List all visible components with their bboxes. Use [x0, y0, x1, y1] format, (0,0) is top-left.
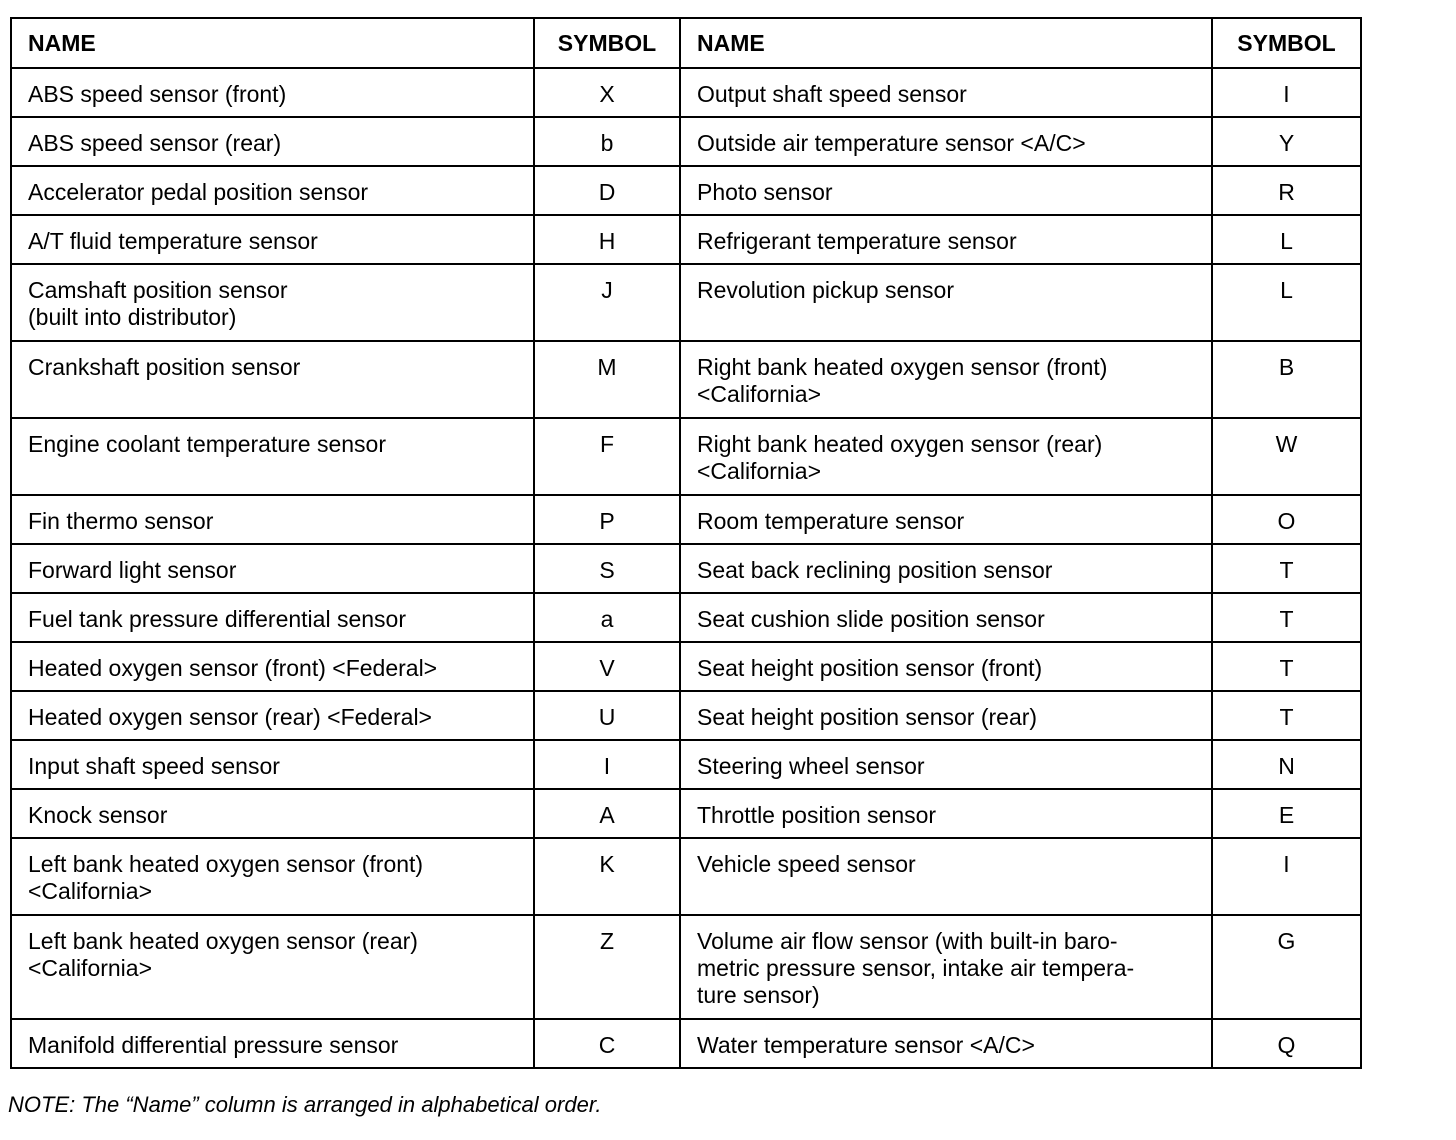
- left-symbol-cell: [534, 215, 680, 264]
- table-row: [11, 117, 1361, 166]
- sensor-name: Room temperature sensor: [697, 508, 965, 534]
- sensor-symbol: a: [600, 606, 614, 632]
- sensor-name: Input shaft speed sensor: [28, 753, 280, 779]
- sensor-symbol: J: [601, 277, 613, 303]
- right-name-cell: [680, 838, 1212, 915]
- sensor-symbol-table: [10, 17, 1362, 1069]
- sensor-name: Crankshaft position sensor: [28, 354, 301, 380]
- left-name-cell: [11, 1019, 534, 1068]
- left-symbol-cell: [534, 341, 680, 418]
- header-label: NAME: [697, 29, 765, 56]
- left-symbol-cell: [534, 264, 680, 341]
- sensor-symbol: T: [1279, 557, 1294, 583]
- right-symbol-cell: [1212, 117, 1361, 166]
- table-row: [11, 418, 1361, 495]
- header-name-left: [11, 18, 534, 68]
- left-symbol-cell: [534, 593, 680, 642]
- right-symbol-cell: [1212, 838, 1361, 915]
- sensor-name: Manifold differential pressure sensor: [28, 1032, 399, 1058]
- sensor-symbol: I: [1283, 851, 1290, 877]
- right-name-cell: [680, 593, 1212, 642]
- sensor-name: Water temperature sensor <A/C>: [697, 1032, 1035, 1058]
- sensor-symbol: S: [599, 557, 615, 583]
- right-name-cell: [680, 740, 1212, 789]
- sensor-name: Knock sensor: [28, 802, 168, 828]
- sensor-name: Volume air flow sensor (with built-in baro- metric pressure sensor, intake air tempera- ture sensor): [697, 928, 1135, 1008]
- right-symbol-cell: [1212, 215, 1361, 264]
- sensor-name: Forward light sensor: [28, 557, 237, 583]
- table-row: [11, 544, 1361, 593]
- right-symbol-cell: [1212, 740, 1361, 789]
- left-symbol-cell: [534, 68, 680, 117]
- left-symbol-cell: [534, 789, 680, 838]
- sensor-symbol: Y: [1278, 130, 1295, 156]
- table-row: [11, 593, 1361, 642]
- sensor-symbol: Q: [1277, 1032, 1296, 1058]
- sensor-name: Left bank heated oxygen sensor (front) <California>: [28, 851, 424, 904]
- right-name-cell: [680, 789, 1212, 838]
- sensor-name: Outside air temperature sensor <A/C>: [697, 130, 1086, 156]
- table-row: [11, 341, 1361, 418]
- sensor-symbol: C: [598, 1032, 616, 1058]
- table-row: [11, 1019, 1361, 1068]
- table-row: [11, 915, 1361, 1019]
- sensor-name: Throttle position sensor: [697, 802, 937, 828]
- left-name-cell: [11, 495, 534, 544]
- header-symbol-left: [534, 18, 680, 68]
- table-header-row: [11, 18, 1361, 68]
- right-symbol-cell: [1212, 691, 1361, 740]
- sensor-symbol: M: [597, 354, 617, 380]
- table-row: [11, 68, 1361, 117]
- right-name-cell: [680, 341, 1212, 418]
- right-name-cell: [680, 691, 1212, 740]
- table-row: [11, 691, 1361, 740]
- left-symbol-cell: [534, 1019, 680, 1068]
- right-symbol-cell: [1212, 341, 1361, 418]
- table-row: [11, 740, 1361, 789]
- table-row: [11, 495, 1361, 544]
- sensor-symbol: R: [1278, 179, 1295, 205]
- sensor-name: Right bank heated oxygen sensor (front) <California>: [697, 354, 1108, 407]
- right-name-cell: [680, 544, 1212, 593]
- sensor-name: Right bank heated oxygen sensor (rear) <California>: [697, 431, 1103, 484]
- sensor-symbol: T: [1279, 606, 1294, 632]
- left-symbol-cell: [534, 166, 680, 215]
- sensor-name: ABS speed sensor (front): [28, 81, 287, 107]
- header-symbol-right: [1212, 18, 1361, 68]
- sensor-name: Camshaft position sensor (built into distributor): [28, 277, 288, 330]
- sensor-symbol: N: [1278, 753, 1295, 779]
- right-symbol-cell: [1212, 166, 1361, 215]
- sensor-name: Seat back reclining position sensor: [697, 557, 1053, 583]
- right-symbol-cell: [1212, 544, 1361, 593]
- sensor-name: Photo sensor: [697, 179, 833, 205]
- left-symbol-cell: [534, 544, 680, 593]
- left-name-cell: [11, 642, 534, 691]
- sensor-name: Heated oxygen sensor (front) <Federal>: [28, 655, 438, 681]
- left-name-cell: [11, 215, 534, 264]
- right-name-cell: [680, 166, 1212, 215]
- left-name-cell: [11, 740, 534, 789]
- footnote: NOTE: The “Name” column is arranged in alphabetical order.: [8, 1092, 602, 1117]
- table-row: [11, 264, 1361, 341]
- header-name-right: [680, 18, 1212, 68]
- sensor-symbol: O: [1277, 508, 1296, 534]
- sensor-symbol: Z: [599, 928, 615, 954]
- right-symbol-cell: [1212, 264, 1361, 341]
- sensor-name: Left bank heated oxygen sensor (rear) <California>: [28, 928, 418, 981]
- sensor-symbol: I: [1283, 81, 1290, 107]
- left-name-cell: [11, 544, 534, 593]
- left-name-cell: [11, 915, 534, 1019]
- table-row: [11, 838, 1361, 915]
- left-name-cell: [11, 68, 534, 117]
- left-name-cell: [11, 264, 534, 341]
- left-symbol-cell: [534, 691, 680, 740]
- sensor-symbol: A: [599, 802, 615, 828]
- right-name-cell: [680, 915, 1212, 1019]
- sensor-name: Seat height position sensor (rear): [697, 704, 1038, 730]
- right-name-cell: [680, 418, 1212, 495]
- sensor-name: Seat height position sensor (front): [697, 655, 1043, 681]
- sensor-symbol: T: [1279, 655, 1294, 681]
- sensor-symbol: L: [1280, 228, 1293, 254]
- header-label: SYMBOL: [557, 29, 657, 56]
- left-symbol-cell: [534, 740, 680, 789]
- sensor-symbol: E: [1278, 802, 1295, 828]
- right-symbol-cell: [1212, 495, 1361, 544]
- right-name-cell: [680, 68, 1212, 117]
- header-label: NAME: [28, 29, 96, 56]
- sensor-name: A/T fluid temperature sensor: [28, 228, 318, 254]
- sensor-symbol: V: [599, 655, 615, 681]
- right-name-cell: [680, 117, 1212, 166]
- left-name-cell: [11, 691, 534, 740]
- sensor-name: Fin thermo sensor: [28, 508, 214, 534]
- left-symbol-cell: [534, 418, 680, 495]
- right-name-cell: [680, 264, 1212, 341]
- sensor-name: Accelerator pedal position sensor: [28, 179, 369, 205]
- sensor-symbol: I: [603, 753, 611, 779]
- table-row: [11, 215, 1361, 264]
- right-symbol-cell: [1212, 789, 1361, 838]
- left-symbol-cell: [534, 117, 680, 166]
- sensor-symbol: K: [599, 851, 615, 877]
- sensor-name: Revolution pickup sensor: [697, 277, 954, 303]
- sensor-symbol: T: [1279, 704, 1294, 730]
- table-row: [11, 789, 1361, 838]
- sensor-symbol: X: [599, 81, 615, 107]
- left-symbol-cell: [534, 838, 680, 915]
- sensor-symbol: D: [598, 179, 616, 205]
- sensor-symbol: L: [1280, 277, 1293, 303]
- sensor-symbol: H: [598, 228, 616, 254]
- right-symbol-cell: [1212, 68, 1361, 117]
- right-symbol-cell: [1212, 915, 1361, 1019]
- right-name-cell: [680, 215, 1212, 264]
- sensor-symbol: b: [600, 130, 614, 156]
- table-row: [11, 166, 1361, 215]
- left-name-cell: [11, 341, 534, 418]
- sensor-name: Fuel tank pressure differential sensor: [28, 606, 406, 632]
- header-label: SYMBOL: [1237, 29, 1336, 56]
- table-row: [11, 642, 1361, 691]
- sensor-name: Steering wheel sensor: [697, 753, 925, 779]
- left-symbol-cell: [534, 915, 680, 1019]
- sensor-name: Output shaft speed sensor: [697, 81, 967, 107]
- sensor-name: Seat cushion slide position sensor: [697, 606, 1045, 632]
- sensor-symbol: G: [1277, 928, 1296, 954]
- right-name-cell: [680, 642, 1212, 691]
- sensor-name: Engine coolant temperature sensor: [28, 431, 386, 457]
- left-name-cell: [11, 166, 534, 215]
- left-name-cell: [11, 418, 534, 495]
- left-symbol-cell: [534, 642, 680, 691]
- sensor-name: Vehicle speed sensor: [697, 851, 916, 877]
- left-name-cell: [11, 117, 534, 166]
- right-symbol-cell: [1212, 418, 1361, 495]
- left-name-cell: [11, 593, 534, 642]
- right-name-cell: [680, 1019, 1212, 1068]
- sensor-name: ABS speed sensor (rear): [28, 130, 282, 156]
- sensor-name: Refrigerant temperature sensor: [697, 228, 1017, 254]
- sensor-name: Heated oxygen sensor (rear) <Federal>: [28, 704, 432, 730]
- sensor-symbol: W: [1275, 431, 1298, 457]
- sensor-symbol: F: [599, 431, 615, 457]
- left-symbol-cell: [534, 495, 680, 544]
- sensor-symbol: B: [1278, 354, 1295, 380]
- right-name-cell: [680, 495, 1212, 544]
- right-symbol-cell: [1212, 1019, 1361, 1068]
- sensor-symbol: U: [598, 704, 616, 730]
- right-symbol-cell: [1212, 593, 1361, 642]
- left-name-cell: [11, 838, 534, 915]
- right-symbol-cell: [1212, 642, 1361, 691]
- sensor-symbol: P: [599, 508, 615, 534]
- left-name-cell: [11, 789, 534, 838]
